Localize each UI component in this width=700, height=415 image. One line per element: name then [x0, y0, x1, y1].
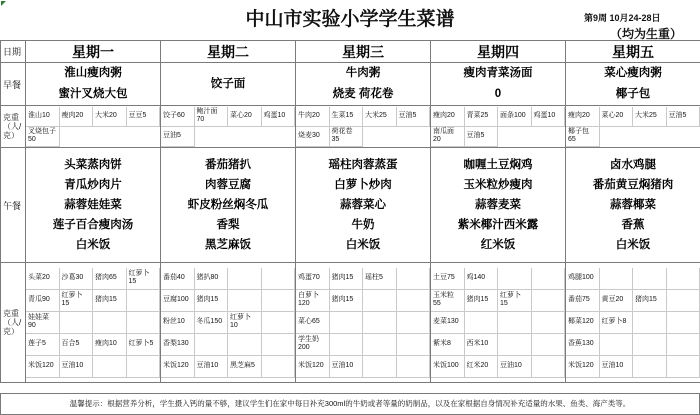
ingredient-item: 猪肉15	[93, 290, 127, 312]
ingredient-item: 米饭120	[566, 356, 600, 378]
ingredient-item	[532, 356, 566, 378]
ingredient-item: 番茄75	[566, 290, 600, 312]
ingredient-item: 猪肉15	[633, 290, 667, 312]
ingredient-item: 青瓜90	[26, 290, 60, 312]
ingredient-item	[228, 334, 262, 356]
ingredient-item: 红萝卜 10	[228, 312, 262, 334]
header-row	[1, 41, 700, 63]
ingredient-item: 米饭120	[26, 356, 60, 378]
ingredient-item: 饺子60	[161, 107, 195, 127]
ingredient-item	[532, 290, 566, 312]
ingredient-list	[26, 268, 160, 378]
ingredient-item	[633, 356, 667, 378]
ingredient-item: 大米25	[633, 107, 667, 127]
ingredient-item: 米饭120	[296, 356, 330, 378]
ingredient-item: 麦菜130	[431, 312, 465, 334]
ingredient-item	[532, 334, 566, 356]
dish-name: 白米饭	[345, 239, 381, 251]
ingredient-item: 猪肉15	[195, 290, 229, 312]
breakfast-row	[1, 63, 700, 106]
ingredient-list	[566, 268, 700, 378]
ingredient-item	[127, 356, 161, 378]
dish-name: 咖喱土豆焖鸡	[463, 159, 533, 171]
day-header[interactable]: 星期四	[431, 41, 566, 63]
ingredient-item	[667, 268, 700, 290]
ingredient-item	[498, 268, 532, 290]
ingredient-item: 鸡蛋10	[532, 107, 566, 127]
ingredient-item	[667, 290, 700, 312]
ingredient-item: 猪肉65	[93, 268, 127, 290]
ingredient-item: 红米20	[465, 356, 499, 378]
lunch-cell[interactable]	[566, 148, 700, 263]
ingredient-item	[667, 334, 700, 356]
dish-name: 虾皮粉丝焖冬瓜	[187, 199, 269, 211]
dish-name: 卤水鸡腿	[610, 159, 656, 171]
ingredient-item: 粉丝10	[161, 312, 195, 334]
ingredient-item: 椰菜120	[566, 312, 600, 334]
dish-name: 菜心瘦肉粥	[604, 67, 662, 79]
lunch-cell[interactable]	[161, 148, 296, 263]
ingredient-item: 淮山10	[26, 107, 60, 127]
ingredient-item: 烧麦30	[296, 127, 330, 147]
ingredient-item	[228, 290, 262, 312]
ingredient-item: 面条100	[498, 107, 532, 127]
ingredient-item	[228, 268, 262, 290]
ingredient-item: 荷花卷 35	[330, 127, 364, 147]
page-title: 中山市实验小学学生菜谱	[245, 9, 455, 30]
ingredient-item: 鸡腿100	[566, 268, 600, 290]
ingredient-item: 青菜25	[465, 107, 499, 127]
ingredient-list	[566, 107, 700, 147]
ingredient-item: 红萝卜 15	[60, 290, 94, 312]
dish-name: 0	[494, 88, 502, 100]
ingredient-item: 香蕉130	[566, 334, 600, 356]
ingredient-item: 米饭120	[161, 356, 195, 378]
dish-name: 蒜蓉麦菜	[475, 199, 521, 211]
lunch-weight-label: 克重（人/克）	[1, 263, 26, 383]
weight-note: （均为生重）	[610, 27, 683, 41]
ingredient-list	[431, 107, 565, 147]
ingredient-item: 大米20	[93, 107, 127, 127]
ingredient-item	[633, 312, 667, 334]
dish-name: 莲子百合瘦肉汤	[52, 219, 134, 231]
ingredient-list	[26, 107, 160, 147]
breakfast-ingredients[interactable]	[161, 106, 296, 148]
ingredient-item: 土豆75	[431, 268, 465, 290]
day-header[interactable]: 星期三	[296, 41, 431, 63]
day-header[interactable]: 星期五	[566, 41, 700, 63]
dish-name: 烧麦 荷花卷	[332, 88, 394, 100]
breakfast-cell[interactable]	[26, 63, 161, 106]
breakfast-cell[interactable]	[296, 63, 431, 106]
ingredient-item: 豆油5	[465, 127, 499, 147]
lunch-ingredients[interactable]	[26, 263, 161, 383]
ingredient-item: 猪肉15	[465, 290, 499, 312]
ingredient-item: 冬瓜150	[195, 312, 229, 334]
dish-name: 蒜蓉菜心	[340, 199, 386, 211]
dish-name: 香蕉	[621, 219, 645, 231]
ingredient-item	[262, 334, 296, 356]
ingredient-item: 生菜15	[330, 107, 364, 127]
week-label: 第9周 10月24-28日	[584, 13, 661, 23]
ingredient-item	[363, 334, 397, 356]
ingredient-item: 南瓜面 20	[431, 127, 465, 147]
ingredient-item	[262, 290, 296, 312]
dish-name: 瑶柱肉蓉蒸蛋	[328, 159, 398, 171]
breakfast-weight-label: 克重（人/克）	[1, 106, 26, 148]
ingredient-item	[532, 268, 566, 290]
ingredient-item: 白萝卜 120	[296, 290, 330, 312]
ingredient-item	[600, 268, 634, 290]
ingredient-list	[161, 107, 295, 147]
dish-name: 淮山瘦肉粥	[64, 67, 122, 79]
ingredient-item: 瘦肉20	[60, 107, 94, 127]
ingredient-item: 玉米粒 55	[431, 290, 465, 312]
dish-name: 番茄黄豆焖猪肉	[592, 179, 674, 191]
ingredient-item: 豆豆5	[127, 107, 161, 127]
ingredient-item: 黄豆20	[600, 290, 634, 312]
lunch-row	[1, 148, 700, 263]
ingredient-item	[127, 312, 161, 334]
breakfast-ingredients[interactable]	[566, 106, 700, 148]
dish-name: 番茄猪扒	[205, 159, 251, 171]
dish-name: 黑芝麻饭	[205, 239, 251, 251]
ingredient-item: 番茄40	[161, 268, 195, 290]
breakfast-cell[interactable]	[161, 63, 296, 106]
ingredient-item	[397, 312, 431, 334]
dish-name: 蒜蓉椰菜	[610, 199, 656, 211]
ingredient-item	[93, 356, 127, 378]
ingredient-item	[498, 334, 532, 356]
ingredient-item: 香梨130	[161, 334, 195, 356]
ingredient-item: 猪肉15	[330, 290, 364, 312]
breakfast-ingredients[interactable]	[296, 106, 431, 148]
ingredient-item: 豆油5	[667, 107, 700, 127]
dish-name: 白萝卜炒肉	[334, 179, 392, 191]
ingredient-item: 鸡140	[465, 268, 499, 290]
date-label: 日期	[1, 41, 26, 63]
ingredient-item	[262, 356, 296, 378]
ingredient-item	[633, 268, 667, 290]
ingredient-item: 米饭100	[431, 356, 465, 378]
dish-name: 白米饭	[615, 239, 651, 251]
ingredient-item	[363, 356, 397, 378]
lunch-label: 午餐	[1, 148, 26, 263]
ingredient-item: 鸡蛋70	[296, 268, 330, 290]
ingredient-item	[633, 334, 667, 356]
ingredient-item	[330, 312, 364, 334]
ingredient-item	[93, 312, 127, 334]
ingredient-item: 菜心20	[228, 107, 262, 127]
lunch-cell[interactable]	[296, 148, 431, 263]
day-header[interactable]: 星期二	[161, 41, 296, 63]
ingredient-item: 豆腐100	[161, 290, 195, 312]
ingredient-item: 牛肉20	[296, 107, 330, 127]
ingredient-item: 菜心65	[296, 312, 330, 334]
ingredient-item: 瘦肉20	[431, 107, 465, 127]
ingredient-item: 娃娃菜 90	[26, 312, 60, 334]
ingredient-item: 学生奶 200	[296, 334, 330, 356]
ingredient-item: 沙葛30	[60, 268, 94, 290]
ingredient-item	[465, 312, 499, 334]
breakfast-cell[interactable]	[566, 63, 700, 106]
ingredient-item	[330, 334, 364, 356]
ingredient-item	[397, 356, 431, 378]
ingredient-item	[667, 356, 700, 378]
ingredient-item: 头菜20	[26, 268, 60, 290]
ingredient-list	[296, 107, 430, 147]
ingredient-item: 红萝卜 15	[127, 268, 161, 290]
lunch-ingredients[interactable]	[431, 263, 566, 383]
ingredient-item	[397, 268, 431, 290]
ingredient-item: 猪扒80	[195, 268, 229, 290]
lunch-cell[interactable]	[26, 148, 161, 263]
ingredient-item: 百合5	[60, 334, 94, 356]
ingredient-item: 豆油5	[397, 107, 431, 127]
breakfast-ingredients[interactable]	[431, 106, 566, 148]
menu-table	[0, 40, 700, 383]
ingredient-item	[397, 290, 431, 312]
ingredient-item	[363, 312, 397, 334]
ingredient-item	[397, 334, 431, 356]
breakfast-ingredients[interactable]	[26, 106, 161, 148]
dish-name: 肉蓉豆腐	[205, 179, 251, 191]
ingredient-item: 莲子5	[26, 334, 60, 356]
ingredient-item	[60, 312, 94, 334]
ingredient-item: 紫米8	[431, 334, 465, 356]
breakfast-cell[interactable]	[431, 63, 566, 106]
ingredient-item: 椰子包 65	[566, 127, 600, 147]
dish-name: 蒜蓉娃娃菜	[64, 199, 122, 211]
ingredient-item	[262, 268, 296, 290]
ingredient-item: 豆油10	[498, 356, 532, 378]
day-header[interactable]: 星期一	[26, 41, 161, 63]
ingredient-item	[600, 334, 634, 356]
dish-name: 青瓜炒肉片	[64, 179, 122, 191]
ingredient-item: 豆油5	[161, 127, 195, 147]
ingredient-item	[262, 312, 296, 334]
breakfast-label: 早餐	[1, 63, 26, 106]
ingredient-list	[161, 268, 295, 378]
lunch-ingredients[interactable]	[161, 263, 296, 383]
dish-name: 牛肉粥	[345, 67, 381, 79]
ingredient-list	[296, 268, 430, 378]
ingredient-item: 西米10	[465, 334, 499, 356]
ingredient-item	[195, 334, 229, 356]
ingredient-item: 豆油10	[60, 356, 94, 378]
lunch-ingredients[interactable]	[296, 263, 431, 383]
dish-name: 头菜蒸肉饼	[64, 159, 122, 171]
dish-name: 白米饭	[75, 239, 111, 251]
ingredient-item	[532, 312, 566, 334]
dish-name: 玉米粒炒瘦肉	[463, 179, 533, 191]
footer-tip: 温馨提示：根据营养分析，学生摄入钙的量不够，建议学生们在家中每日补充300ml的牛奶或者等量的奶制品，以及在家根据自身情况补充适量的水果、鱼类、海产类等。	[0, 393, 700, 415]
dish-name: 饺子面	[210, 77, 246, 90]
ingredient-item: 猪肉15	[330, 268, 364, 290]
dish-name: 红米饭	[480, 239, 516, 251]
dish-name: 蜜汁叉烧大包	[58, 88, 128, 100]
ingredient-item: 大米25	[363, 107, 397, 127]
ingredient-item	[667, 312, 700, 334]
ingredient-item	[363, 290, 397, 312]
lunch-ingredients[interactable]	[566, 263, 700, 383]
ingredient-item: 豆油10	[195, 356, 229, 378]
dish-name: 椰子包	[615, 88, 651, 100]
ingredient-item: 红萝卜5	[127, 334, 161, 356]
ingredient-item: 瑶柱5	[363, 268, 397, 290]
ingredient-item: 黑芝麻5	[228, 356, 262, 378]
dish-name: 瘦肉青菜汤面	[463, 67, 533, 79]
ingredient-item: 瘦肉10	[93, 334, 127, 356]
ingredient-item: 豆油10	[330, 356, 364, 378]
lunch-weight-row	[1, 263, 700, 383]
ingredient-item	[498, 312, 532, 334]
ingredient-item: 鸡蛋10	[262, 107, 296, 127]
ingredient-item: 菜心20	[600, 107, 634, 127]
breakfast-weight-row	[1, 106, 700, 148]
ingredient-list	[431, 268, 565, 378]
ingredient-item: 鲍汁面 70	[195, 107, 229, 127]
ingredient-item: 豆油10	[600, 356, 634, 378]
ingredient-item	[127, 290, 161, 312]
dish-name: 紫米椰汁西米露	[457, 219, 539, 231]
ingredient-item: 红萝卜 15	[498, 290, 532, 312]
ingredient-item: 瘦肉20	[566, 107, 600, 127]
ingredient-item: 叉烧包子 50	[26, 127, 60, 147]
dish-name: 牛奶	[351, 219, 375, 231]
lunch-cell[interactable]	[431, 148, 566, 263]
ingredient-item: 红萝卜8	[600, 312, 634, 334]
dish-name: 香梨	[216, 219, 240, 231]
